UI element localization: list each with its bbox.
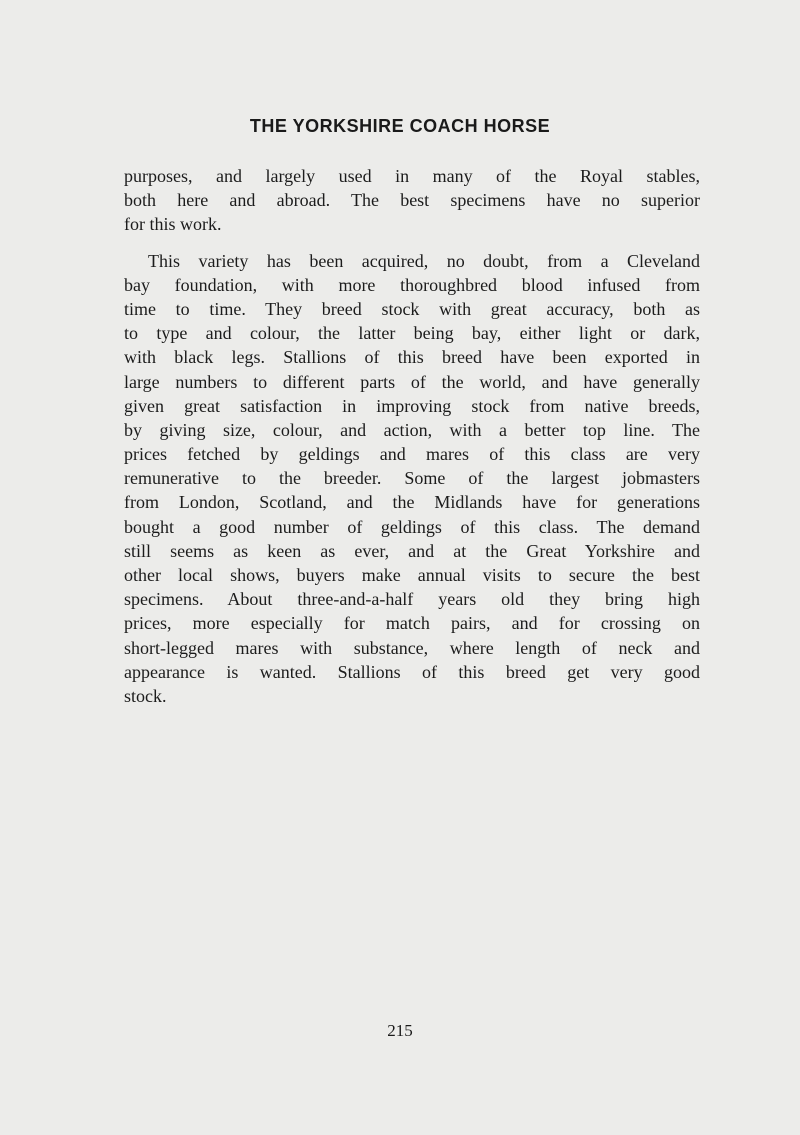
text-line: given great satisfaction in improving stock from native breeds, <box>124 395 700 416</box>
text-line: bay foundation, with more thoroughbred blood infused from <box>124 274 700 295</box>
paragraph <box>124 164 700 237</box>
text-line: by giving size, colour, and action, with a better top line. The <box>124 419 700 440</box>
text-line: specimens. About three-and-a-half years old they bring high <box>124 589 700 610</box>
running-head: THE YORKSHIRE COACH HORSE <box>249 116 551 136</box>
text-line: remunerative to the breeder. Some of the largest jobmasters <box>124 468 700 489</box>
paragraph <box>124 249 700 709</box>
text-line: with black legs. Stallions of this breed have been exported in <box>124 347 700 368</box>
text-line: bought a good number of geldings of this class. The demand <box>124 516 700 537</box>
body-text <box>124 164 700 708</box>
text-line: This variety has been acquired, no doubt, from a Cleveland <box>148 250 700 271</box>
text-line: short-legged mares with substance, where length of neck and <box>124 637 700 658</box>
text-line: prices, more especially for match pairs, and for crossing on <box>124 613 700 634</box>
text-line: still seems as keen as ever, and at the Great Yorkshire and <box>124 540 700 561</box>
text-line: for this work. <box>124 214 222 235</box>
text-line: prices fetched by geldings and mares of this class are very <box>124 444 700 465</box>
text-line: large numbers to different parts of the world, and have generally <box>124 371 700 392</box>
text-line: appearance is wanted. Stallions of this breed get very good <box>124 661 700 682</box>
text-line: time to time. They breed stock with great accuracy, both as <box>124 298 700 319</box>
text-line: purposes, and largely used in many of the Royal stables, <box>124 166 700 186</box>
text-line: from London, Scotland, and the Midlands have for generations <box>124 492 700 513</box>
text-line: other local shows, buyers make annual visits to secure the best <box>124 565 700 585</box>
text-line: both here and abroad. The best specimens have no superior <box>124 190 700 211</box>
text-line: stock. <box>124 685 167 706</box>
text-line: to type and colour, the latter being bay, either light or dark, <box>124 323 700 344</box>
page-number: 215 <box>387 1021 413 1040</box>
